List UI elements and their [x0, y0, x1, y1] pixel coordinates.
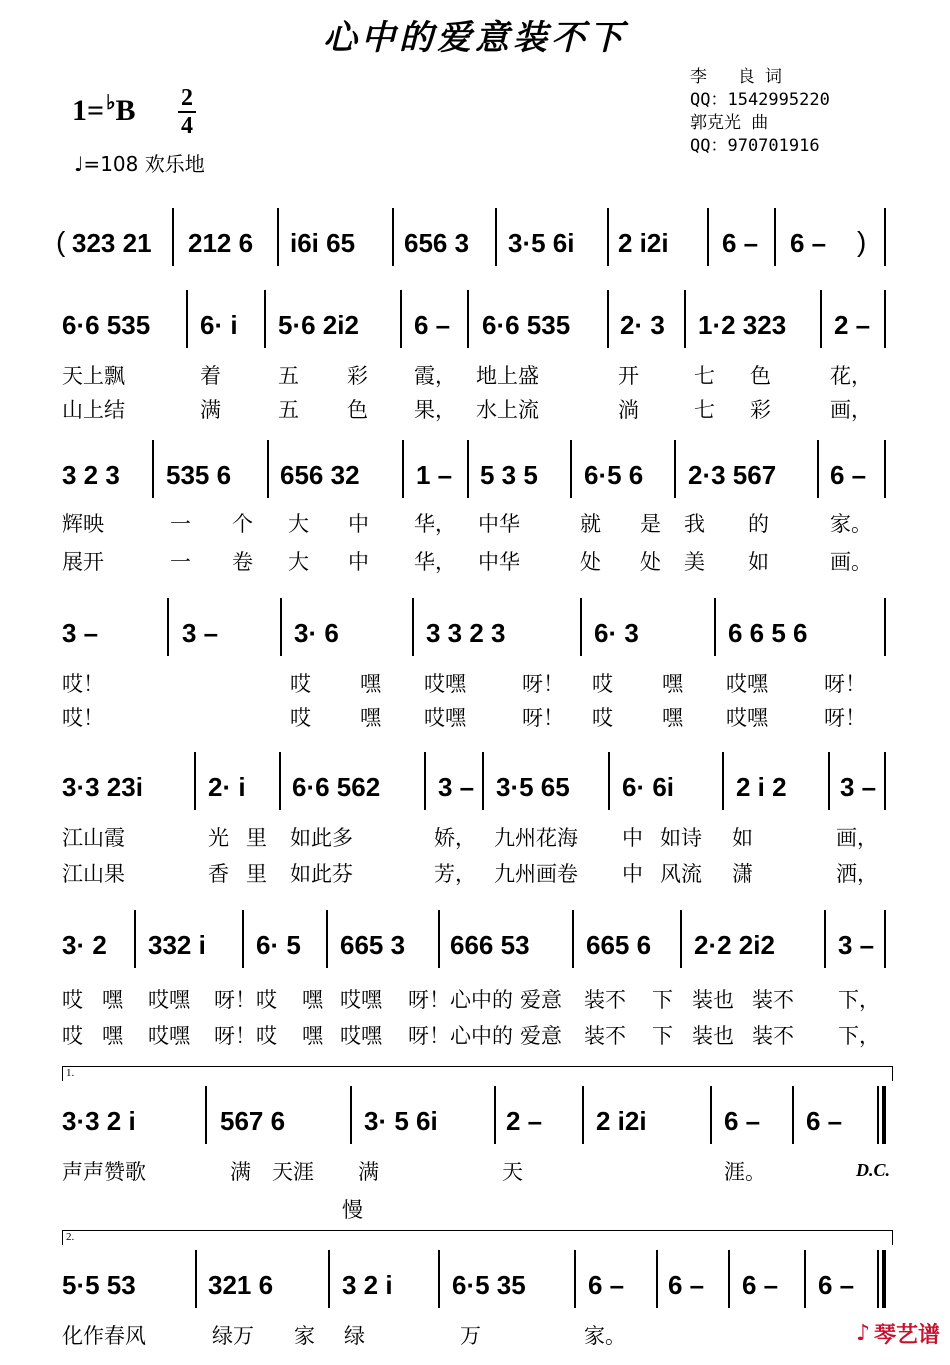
- staff-row-6: [62, 920, 888, 972]
- measure: 6 –: [830, 460, 867, 490]
- lyric: 家。: [584, 1324, 626, 1348]
- lyric: 哎: [62, 988, 83, 1012]
- lyric: 呀！: [522, 672, 564, 696]
- measure: 6 –: [414, 310, 451, 340]
- measure: 5·6 2i2: [278, 310, 359, 340]
- staff-row-3: [62, 450, 888, 502]
- lyric: 下: [652, 1024, 673, 1048]
- lyricist-qq: QQ：1542995220: [690, 90, 830, 110]
- lyric: 哎！: [62, 706, 104, 730]
- lyric: 果，: [414, 398, 456, 422]
- lyric: 呀！哎: [214, 988, 277, 1012]
- measure: 6·6 535: [62, 310, 151, 340]
- lyric: 山上结: [62, 398, 125, 422]
- measure: 2·2 2i2: [694, 930, 775, 960]
- measure: 6 6 5 6: [728, 618, 808, 648]
- lyric: 天: [502, 1160, 523, 1184]
- lyric: 七: [694, 364, 715, 388]
- lyric: 嘿: [662, 672, 683, 696]
- measure: 2 i 2: [736, 772, 787, 802]
- lyric: 哎嘿: [726, 672, 768, 696]
- lyric: 大: [288, 512, 309, 536]
- measure: 6 –: [790, 228, 827, 258]
- lyric: 七: [694, 398, 715, 422]
- measure: 6·6 562: [292, 772, 381, 802]
- lyric: 嘿: [360, 706, 381, 730]
- lyric: 如: [748, 550, 769, 574]
- lyric: 画。: [830, 550, 872, 574]
- lyric: 嘿: [102, 988, 123, 1012]
- lyric: 呀！: [522, 706, 564, 730]
- lyric: 装不: [584, 988, 626, 1012]
- repeat-close-paren: ): [857, 226, 867, 257]
- lyric: 慢: [342, 1198, 363, 1222]
- lyric: 九州画卷: [494, 862, 578, 886]
- lyric: 绿: [344, 1324, 365, 1348]
- measure: 6 –: [806, 1106, 843, 1136]
- lyric: 大: [288, 550, 309, 574]
- lyric: 嘿: [302, 988, 323, 1012]
- lyric: 处: [580, 550, 601, 574]
- lyric: 光: [208, 826, 229, 850]
- meter-top: 2: [181, 85, 193, 111]
- lyric: 声声赞歌: [62, 1160, 146, 1184]
- lyric: 装不: [752, 1024, 794, 1048]
- lyric: 满: [200, 398, 221, 422]
- lyric: 哎嘿: [340, 1024, 382, 1048]
- lyric: 潇: [732, 862, 753, 886]
- lyric: 如诗: [660, 826, 702, 850]
- measure: 3· 5 6i: [364, 1106, 438, 1136]
- measure: 323 21: [72, 228, 152, 258]
- lyric: 呀！心中的: [408, 1024, 513, 1048]
- lyric: 呀！: [824, 706, 866, 730]
- time-signature: [178, 86, 196, 138]
- lyric: 家。: [830, 512, 872, 536]
- measure: 3·3 23i: [62, 772, 143, 802]
- lyric: 天涯: [272, 1160, 314, 1184]
- lyric: 下，: [838, 988, 880, 1012]
- da-capo-marking: D.C.: [856, 1160, 891, 1180]
- measure: 665 3: [340, 930, 406, 960]
- lyric: 色: [750, 364, 771, 388]
- logo-mark-icon: ♪: [855, 1321, 870, 1346]
- lyric: 哎: [62, 1024, 83, 1048]
- lyric: 芳，: [434, 862, 476, 886]
- lyric: 洒，: [836, 862, 878, 886]
- composer: 郭克光 曲: [690, 113, 769, 133]
- credits: [690, 66, 830, 158]
- lyric: 满: [358, 1160, 379, 1184]
- measure: 6 –: [724, 1106, 761, 1136]
- measure: 3 –: [182, 618, 219, 648]
- measure: 6· 3: [594, 618, 639, 648]
- measure: 321 6: [208, 1270, 274, 1300]
- tempo-marking: ♩=108 欢乐地: [74, 152, 205, 176]
- lyric: 涯。: [724, 1160, 766, 1184]
- lyric: 中: [622, 862, 643, 886]
- lyricist: 李 良 词: [690, 67, 782, 87]
- lyric: 一: [170, 550, 191, 574]
- staff-row-7: [62, 1096, 888, 1148]
- measure: 3 –: [838, 930, 875, 960]
- lyric: 爱意: [520, 988, 562, 1012]
- measure: 2 –: [506, 1106, 543, 1136]
- measure: 3 2 i: [342, 1270, 393, 1300]
- measure: 665 6: [586, 930, 652, 960]
- lyric: 下，: [838, 1024, 880, 1048]
- measure: 6 –: [668, 1270, 705, 1300]
- lyric: 嘿: [302, 1024, 323, 1048]
- measure: 212 6: [188, 228, 254, 258]
- lyric: 嘿: [102, 1024, 123, 1048]
- lyric: 花，: [830, 364, 872, 388]
- lyric: 淌: [618, 398, 639, 422]
- measure: 6· 5: [256, 930, 301, 960]
- measure: 332 i: [148, 930, 206, 960]
- lyric: 装也: [692, 1024, 734, 1048]
- lyric: 化作春风: [62, 1324, 146, 1348]
- lyric: 地上盛: [476, 364, 539, 388]
- lyric: 开: [618, 364, 639, 388]
- measure: 656 32: [280, 460, 360, 490]
- measure: 6·5 35: [452, 1270, 526, 1300]
- lyric: 嘿: [360, 672, 381, 696]
- measure: 6·5 6: [584, 460, 644, 490]
- lyric: 装也: [692, 988, 734, 1012]
- measure: 2 i2i: [618, 228, 669, 258]
- volta-1: 1.: [62, 1066, 893, 1081]
- measure: 3· 6: [294, 618, 339, 648]
- lyric: 装不: [584, 1024, 626, 1048]
- lyric: 处: [640, 550, 661, 574]
- lyric: 如此芬: [290, 862, 353, 886]
- lyric: 天上飘: [62, 364, 125, 388]
- key-signature: [72, 90, 136, 128]
- lyric: 哎嘿: [148, 988, 190, 1012]
- lyric: 中: [622, 826, 643, 850]
- lyric: 辉映: [62, 512, 104, 536]
- lyric: 万: [460, 1324, 481, 1348]
- measure: 3· 2: [62, 930, 107, 960]
- lyric: 江山果: [62, 862, 125, 886]
- lyric: 中: [348, 512, 369, 536]
- key-note: B: [115, 94, 136, 127]
- measure: 5·5 53: [62, 1270, 136, 1300]
- measure: 2 –: [834, 310, 871, 340]
- lyric: 装不: [752, 988, 794, 1012]
- lyric: 嘿: [662, 706, 683, 730]
- measure: 2 i2i: [596, 1106, 647, 1136]
- measure: 3 –: [62, 618, 99, 648]
- lyric: 哎嘿: [424, 672, 466, 696]
- song-title: 心中的爱意装不下: [323, 18, 627, 58]
- measure: 6 –: [722, 228, 759, 258]
- measure: 6· 6i: [622, 772, 675, 802]
- lyric: 满: [230, 1160, 251, 1184]
- lyric: 呀！: [824, 672, 866, 696]
- staff-row-8: [62, 1260, 888, 1312]
- measure: 6 –: [588, 1270, 625, 1300]
- volta-2: 2.: [62, 1230, 893, 1245]
- lyric: 就: [580, 512, 601, 536]
- measure: 3·5 6i: [508, 228, 575, 258]
- measure: 6 –: [818, 1270, 855, 1300]
- lyric: 五: [278, 364, 299, 388]
- lyric: 娇，: [434, 826, 476, 850]
- lyric: 华，: [414, 512, 456, 536]
- lyric: 中华: [478, 550, 520, 574]
- composer-qq: QQ：970701916: [690, 136, 820, 156]
- lyric: 呀！哎: [214, 1024, 277, 1048]
- lyric: 美: [684, 550, 705, 574]
- lyric: 呀！心中的: [408, 988, 513, 1012]
- logo-text: 琴艺谱: [873, 1323, 940, 1348]
- measure: 3·5 65: [496, 772, 570, 802]
- lyric: 中: [348, 550, 369, 574]
- measure: 2· 3: [620, 310, 665, 340]
- measure: 1·2 323: [698, 310, 787, 340]
- lyric: 个: [232, 512, 253, 536]
- meter-bottom: 4: [181, 113, 193, 139]
- key-base: 1=: [72, 94, 105, 127]
- lyric: 里: [246, 862, 267, 886]
- lyric: 家: [294, 1324, 315, 1348]
- staff-row-2: [62, 300, 888, 352]
- lyric: 哎: [592, 706, 613, 730]
- lyric: 绿万: [212, 1324, 254, 1348]
- lyric: 哎: [592, 672, 613, 696]
- measure: 6 –: [742, 1270, 779, 1300]
- lyric: 着: [200, 364, 221, 388]
- measure: 3 3 2 3: [426, 618, 506, 648]
- measure: 567 6: [220, 1106, 286, 1136]
- lyric: 画，: [830, 398, 872, 422]
- lyric: 五: [278, 398, 299, 422]
- lyric: 哎！: [62, 672, 104, 696]
- lyric: 水上流: [476, 398, 539, 422]
- measure: 656 3: [404, 228, 470, 258]
- lyric: 霞，: [414, 364, 456, 388]
- measure: 2·3 567: [688, 460, 777, 490]
- lyric: 卷: [232, 550, 253, 574]
- lyric: 江山霞: [62, 826, 125, 850]
- measure: 6· i: [200, 310, 238, 340]
- lyric: 如: [732, 826, 753, 850]
- measure: 535 6: [166, 460, 232, 490]
- lyric: 香: [208, 862, 229, 886]
- measure: 3 2 3: [62, 460, 120, 490]
- staff-row-4: [62, 608, 888, 660]
- lyric: 下: [652, 988, 673, 1012]
- lyric: 哎: [290, 672, 311, 696]
- staff-row-5: [62, 762, 888, 814]
- lyric: 画，: [836, 826, 878, 850]
- lyric: 的: [748, 512, 769, 536]
- lyric: 九州花海: [494, 826, 578, 850]
- lyric: 展开: [62, 550, 104, 574]
- lyric: 我: [684, 512, 705, 536]
- measure: 3 –: [438, 772, 475, 802]
- lyric: 彩: [750, 398, 771, 422]
- measure: i6i 65: [290, 228, 356, 258]
- lyric: 里: [246, 826, 267, 850]
- lyric: 中华: [478, 512, 520, 536]
- lyric: 爱意: [520, 1024, 562, 1048]
- site-logo: [856, 1318, 940, 1349]
- measure: 2· i: [208, 772, 246, 802]
- measure: 5 3 5: [480, 460, 538, 490]
- lyric: 如此多: [290, 826, 353, 850]
- lyric: 哎: [290, 706, 311, 730]
- measure: 6·6 535: [482, 310, 571, 340]
- lyric: 色: [347, 398, 368, 422]
- measure: 666 53: [450, 930, 530, 960]
- lyric: 哎嘿: [148, 1024, 190, 1048]
- lyric: 风流: [660, 862, 702, 886]
- measure: 3·3 2 i: [62, 1106, 136, 1136]
- lyric: 哎嘿: [726, 706, 768, 730]
- lyric: 华，: [414, 550, 456, 574]
- lyric: 哎嘿: [340, 988, 382, 1012]
- lyric: 哎嘿: [424, 706, 466, 730]
- repeat-open-paren: (: [56, 226, 66, 257]
- lyric: 一: [170, 512, 191, 536]
- lyric: 彩: [347, 364, 368, 388]
- staff-row-1: [56, 218, 888, 270]
- flat-sign: ♭: [106, 92, 116, 114]
- lyric: 是: [640, 512, 661, 536]
- measure: 1 –: [416, 460, 453, 490]
- measure: 3 –: [840, 772, 877, 802]
